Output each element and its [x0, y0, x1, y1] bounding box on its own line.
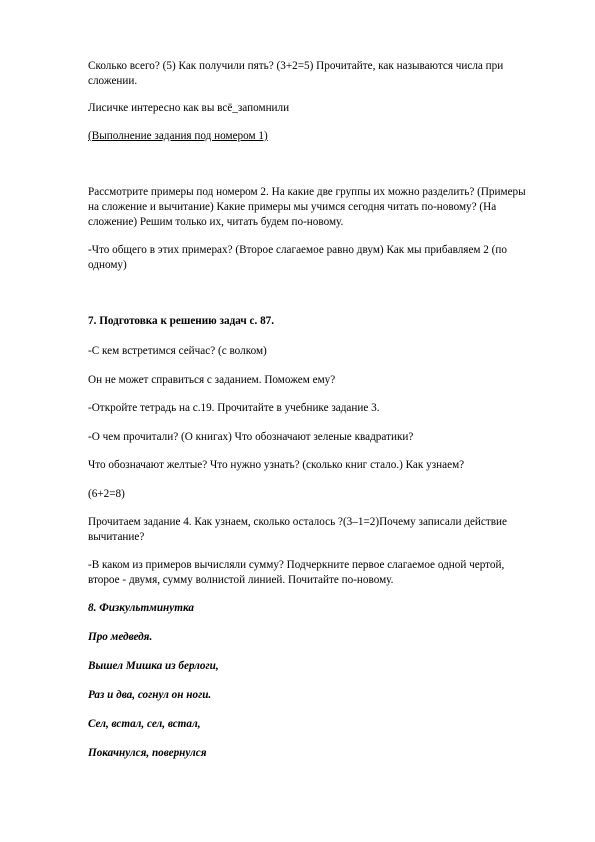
paragraph-equation: (6+2=8)	[88, 488, 125, 500]
poem-line-4: Покачнулся, повернулся	[88, 747, 207, 759]
paragraph-how-many: Сколько всего? (5) Как получили пять? (3+2=5) Прочитайте, как называются числа при сложении.	[88, 60, 504, 87]
paragraph-fox: Лисичке интересно как вы всё_запомнили	[88, 102, 290, 114]
paragraph-notebook: -Откройте тетрадь на с.19. Прочитайте в учебнике задание 3.	[88, 402, 380, 414]
paragraph-task-4: Прочитаем задание 4. Как узнаем, сколько осталось ?(3–1=2)Почему записали действие вычитание?	[88, 516, 508, 543]
paragraph-sum: -В каком из примеров вычисляли сумму? Подчеркните первое слагаемое одной чертой, второе - двумя, сумму волнистой линией. Почитайте по-новому.	[88, 559, 505, 586]
poem-line-2: Раз и два, согнул он ноги.	[88, 689, 212, 701]
paragraph-task-1: (Выполнение задания под номером 1)	[88, 130, 268, 142]
poem-line-3: Сел, встал, сел, встал,	[88, 718, 201, 730]
paragraph-yellow: Что обозначают желтые? Что нужно узнать? (сколько книг стало.) Как узнаем?	[88, 459, 465, 471]
paragraph-books: -О чем прочитали? (О книгах) Что обозначают зеленые квадратики?	[88, 431, 414, 443]
paragraph-common: -Что общего в этих примерах? (Второе слагаемое равно двум) Как мы прибавляем 2 (по одному)	[88, 244, 507, 271]
paragraph-wolf: -С кем встретимся сейчас? (с волком)	[88, 345, 267, 357]
paragraph-help: Он не может справиться с заданием. Поможем ему?	[88, 374, 336, 386]
poem-line-1: Вышел Мишка из берлоги,	[88, 660, 219, 672]
section-heading-8: 8. Физкультминутка	[88, 602, 194, 614]
section-heading-7: 7. Подготовка к решению задач с. 87.	[88, 315, 275, 327]
poem-title: Про медведя.	[88, 631, 153, 643]
paragraph-examples-2: Рассмотрите примеры под номером 2. На какие две группы их можно разделить? (Примеры на сложение и вычитание) Какие примеры мы учимся сегодня читать по-новому? (На сложение) Решим только их, читать будем по-новому.	[88, 186, 526, 228]
